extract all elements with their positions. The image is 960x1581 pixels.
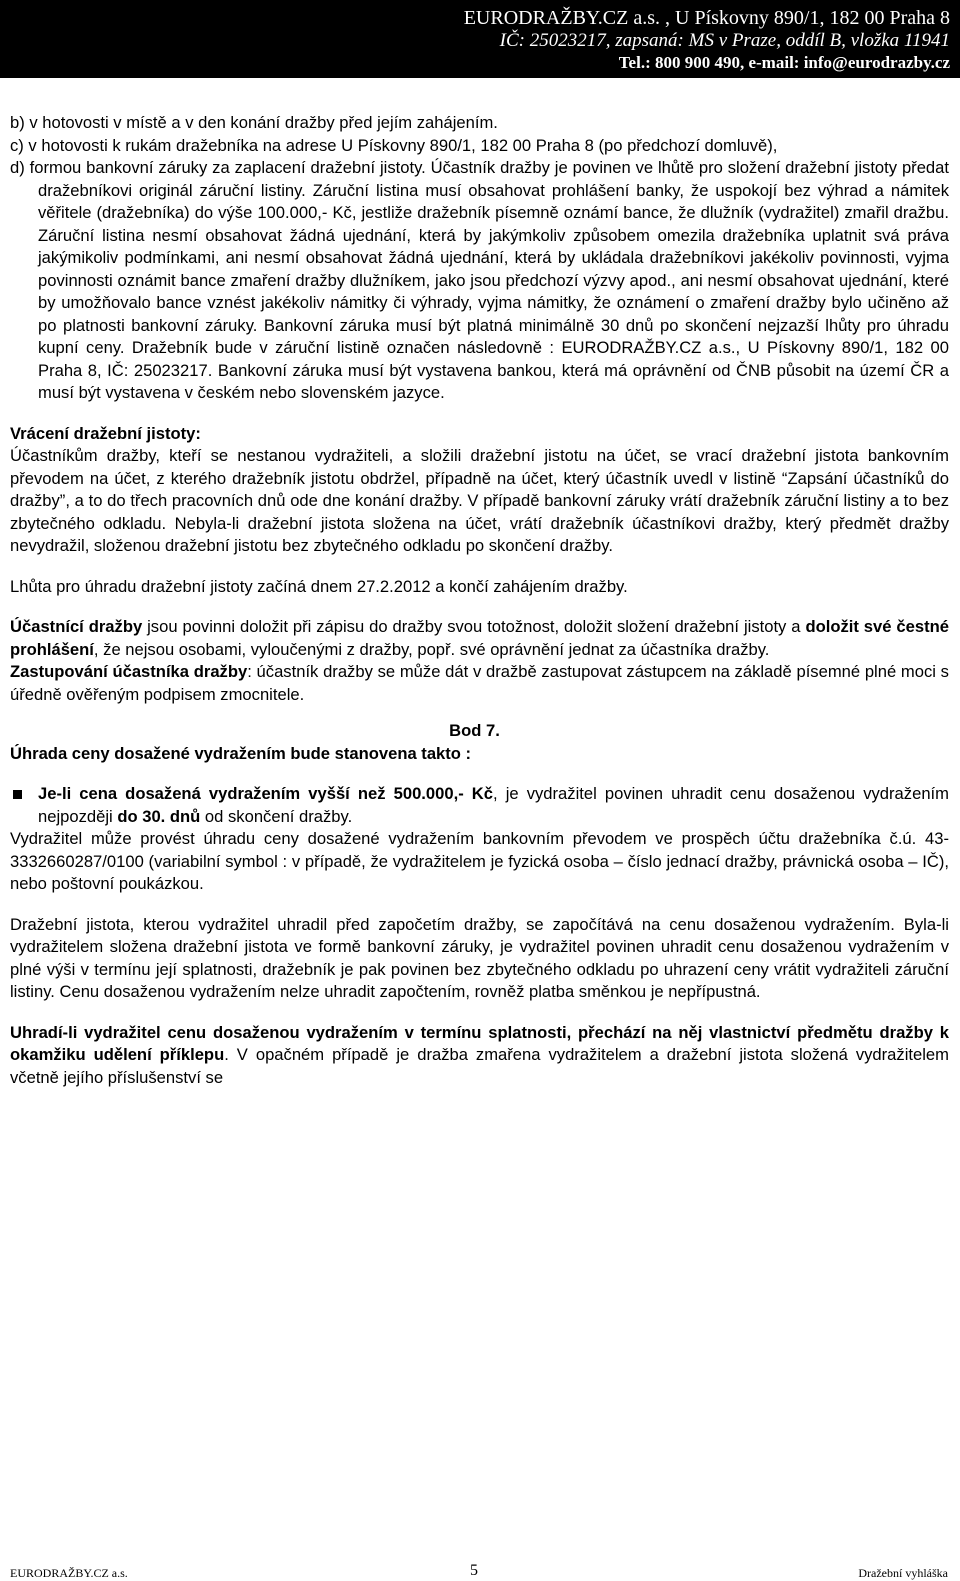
letterhead-contact: Tel.: 800 900 490, e-mail: info@eurodrazby.cz bbox=[618, 53, 950, 72]
spacer bbox=[0, 558, 949, 576]
representation-text: : účastník dražby se může dát v dražbě zastupovat zástupcem na základě písemné plné moci s úředně ověřeným podpisem zmocnitele. bbox=[10, 662, 949, 704]
square-bullet-icon bbox=[13, 790, 22, 799]
item-c: c) v hotovosti k rukám dražebníka na adrese U Pískovny 890/1, 182 00 Praha 8 (po předchozí domluvě), bbox=[10, 135, 778, 155]
bullet-paragraph bbox=[0, 783, 949, 828]
return-paragraph: Účastníkům dražby, kteří se nestanou vydražiteli, a složili dražební jistotu na účet, se vrací dražební jistota bankovním převodem na účet, z kterého dražebník jistotu obdržel, případně na účet, který účastník uvedl v listině “Zapsání účastníků do dražby”, a to do třech pracovních dnů ode dne konání dražby. V případě bankovní záruky vrátí dražebník záruční listiny a to bez zbytečného odkladu. Nebyla-li dražební jistota složena na účet, vrátí dražebník účastníkovi dražby, který předmět dražby nevydražil, složenou dražební jistotu bez zbytečného odkladu po skončení dražby. bbox=[10, 446, 949, 555]
document-body bbox=[0, 112, 949, 1089]
footer-document-name: Dražební vyhláška bbox=[858, 1566, 948, 1580]
footer-company: EURODRAŽBY.CZ a.s. bbox=[10, 1566, 128, 1580]
participants-text-1: jsou povinni doložit při zápisu do dražby svou totožnost, doložit složení dražební jistoty a bbox=[142, 617, 806, 636]
ownership-paragraph bbox=[0, 1022, 949, 1090]
bullet-item bbox=[0, 783, 949, 828]
participants-bold-2: doložit své čestné prohlášení bbox=[10, 617, 949, 659]
representation-bold: Zastupování účastníka dražby bbox=[10, 662, 248, 681]
bullet-text-1: , je vydražitel povinen uhradit cenu dosaženou vydražením nejpozději bbox=[38, 784, 949, 826]
item-b: b) v hotovosti v místě a v den konání dražby před jejím zahájením. bbox=[10, 113, 498, 132]
spacer bbox=[0, 765, 949, 783]
ownership-bold: Uhradí-li vydražitel cenu dosaženou vydražením v termínu splatnosti, přechází na něj vlastnictví předmětu dražby k okamžiku udělení příklepu bbox=[10, 1022, 949, 1064]
return-heading: Vrácení dražební jistoty: bbox=[10, 423, 201, 443]
spacer bbox=[0, 598, 949, 616]
participants-bold-1: Účastnící dražby bbox=[10, 617, 143, 636]
page-number: 5 bbox=[470, 1562, 478, 1579]
spacer bbox=[0, 896, 949, 914]
letterhead bbox=[0, 0, 960, 78]
deadline-paragraph: Lhůta pro úhradu dražební jistoty začíná dnem 27.2.2012 a končí zahájením dražby. bbox=[10, 576, 628, 596]
participants-paragraph bbox=[0, 616, 949, 661]
payment-paragraph: Vydražitel může provést úhradu ceny dosažené vydražením bankovním převodem ve prospěch účtu dražebníka č.ú. 43-3332660287/0100 (variabilní symbol : v případě, že vydražitelem je fyzická osoba – číslo jednací dražby, právnická osoba – IČ), nebo poštovní poukázkou. bbox=[10, 829, 949, 893]
participants-text-2: , že nejsou osobami, vyloučenými z dražby, popř. své oprávnění jednat za účastníka dražby. bbox=[93, 639, 770, 659]
spacer bbox=[0, 1004, 949, 1022]
bullet-bold-1: Je-li cena dosažená vydražením vyšší než 500.000,- Kč bbox=[38, 784, 494, 803]
spacer bbox=[0, 405, 949, 423]
representation-paragraph bbox=[0, 661, 949, 706]
spacer bbox=[0, 706, 949, 720]
letterhead-company: EURODRAŽBY.CZ a.s. , U Pískovny 890/1, 182 00 Praha 8 bbox=[463, 7, 950, 29]
section-subtitle: Úhrada ceny dosažené vydražením bude stanovena takto : bbox=[10, 743, 472, 763]
section-title: Bod 7. bbox=[449, 721, 500, 740]
bullet-bold-2: do 30. dnů bbox=[117, 806, 201, 826]
ownership-text: . V opačném případě je dražba zmařena vydražitelem a dražební jistota složená vydražitelem včetně jejího příslušenství se bbox=[10, 1045, 949, 1087]
deposit-paragraph: Dražební jistota, kterou vydražitel uhradil před započetím dražby, se započítává na cenu dosaženou vydražením. Byla-li vydražitelem složena dražební jistota ve formě bankovní záruky, je vydražitel povinen uhradit cenu dosaženou vydražením v plné výši v termínu její splatnosti, dražebník je pak povinen bez zbytečného odkladu po uhrazení ceny vrátit vydražiteli záruční listiny. Cenu dosaženou vydražením nelze uhradit započtením, rovněž platba směnkou je nepřípustná. bbox=[10, 914, 949, 1001]
bullet-text-2: od skončení dražby. bbox=[200, 806, 353, 826]
page-footer bbox=[0, 1562, 960, 1581]
item-d: d) formou bankovní záruky za zaplacení dražební jistoty. Účastník dražby je povinen ve lhůtě pro složení dražební jistoty předat dražebníkovi originál záruční listiny. Záruční listina musí obsahovat prohlášení banky, že uspokojí bez výhrad a námitek věřitele (dražebníka) do výše 100.000,- Kč, jestliže dražebník písemně oznámí bance, že dlužník (vydražitel) zmařil dražbu. Záruční listina nesmí obsahovat žádná ujednání, která by jakýmkoliv způsobem omezila dražebníka uplatnit svá práva jakýmikoliv podmínkami, ani nesmí obsahovat žádná ujednání, která by ukládala dražebníkovi jakékoliv povinnosti, vyjma povinnosti oznámit bance zmaření dražby dlužníkem, jako jsou předchozí výzvy apod., ani nesmí obsahovat ujednání, které by umožňovalo bance vznést jakékoliv námitky či výhrady, vyjma námitky, že oznámení o zmaření dražby bylo učiněno až po platnosti bankovní záruky. Bankovní záruka musí být platná minimálně 30 dnů po skončení nejzazší lhůty pro úhradu kupní ceny. Dražebník bude v záruční listině označen následovně : EURODRAŽBY.CZ a.s., U Pískovny 890/1, 182 00 Praha 8, IČ: 25023217. Bankovní záruka musí být vystavena bankou, která má oprávnění od ČNB působit na území ČR a musí být vystavena v českém nebo slovenském jazyce. bbox=[10, 158, 949, 402]
letterhead-registration: IČ: 25023217, zapsaná: MS v Praze, oddíl B, vložka 11941 bbox=[499, 30, 950, 51]
